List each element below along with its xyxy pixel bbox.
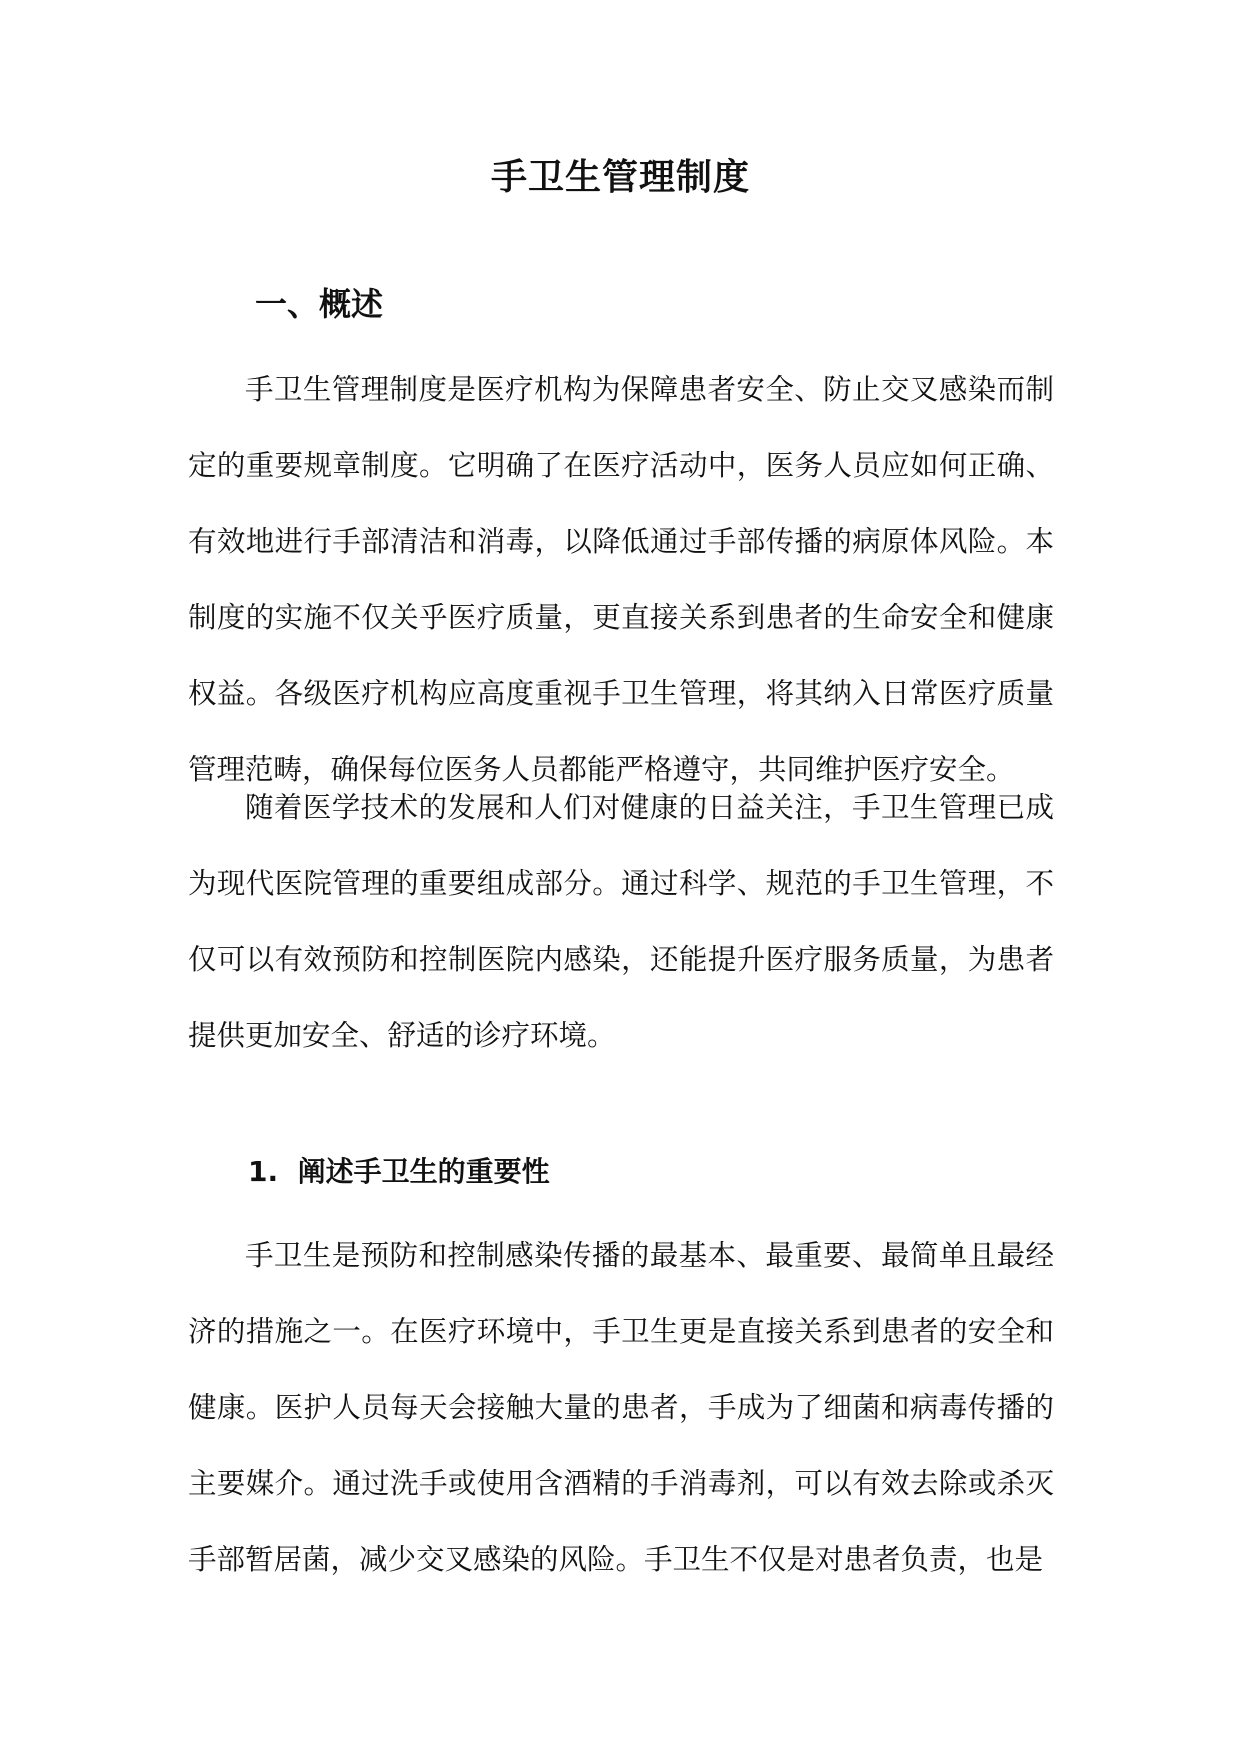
subsection-heading-importance: 1. 阐述手卫生的重要性 (248, 1155, 550, 1188)
importance-paragraph: 手卫生是预防和控制感染传播的最基本、最重要、最简单且最经济的措施之一。在医疗环境中，手卫生更是直接关系到患者的安全和健康。医护人员每天会接触大量的患者，手成为了细菌和病毒传播的主要媒介。通过洗手或使用含酒精的手消毒剂，可以有效去除或杀灭手部暂居菌，减少交叉感染的风险。手卫生不仅是对患者负责，也是 (188, 1239, 1054, 1576)
document-title: 手卫生管理制度 (490, 157, 750, 198)
overview-paragraph-2: 随着医学技术的发展和人们对健康的日益关注，手卫生管理已成为现代医院管理的重要组成部分。通过科学、规范的手卫生管理，不仅可以有效预防和控制医院内感染，还能提升医疗服务质量，为患者提供更加安全、舒适的诊疗环境。 (188, 791, 1054, 1052)
section-heading-overview: 一、概述 (255, 285, 384, 323)
overview-paragraph-1: 手卫生管理制度是医疗机构为保障患者安全、防止交叉感染而制定的重要规章制度。它明确了在医疗活动中，医务人员应如何正确、有效地进行手部清洁和消毒，以降低通过手部传播的病原体风险。本制度的实施不仅关乎医疗质量，更直接关系到患者的生命安全和健康权益。各级医疗机构应高度重视手卫生管理，将其纳入日常医疗质量管理范畴，确保每位医务人员都能严格遵守，共同维护医疗安全。 (188, 373, 1054, 786)
